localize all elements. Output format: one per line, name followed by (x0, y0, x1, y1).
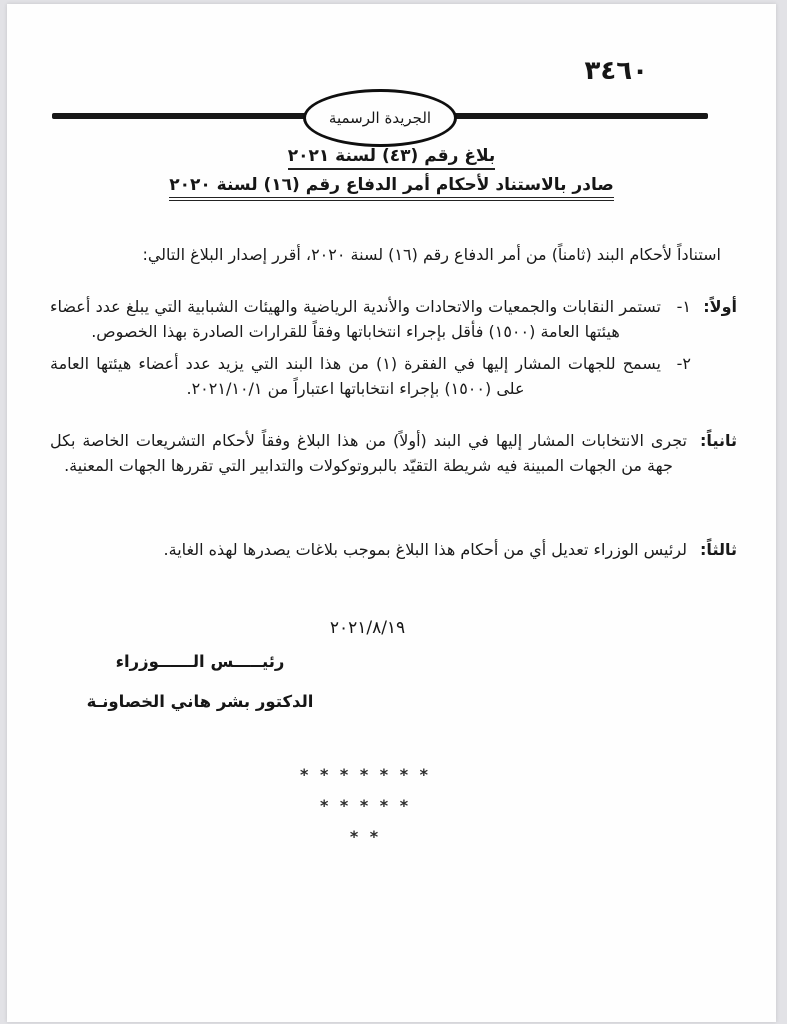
page-number: ٣٤٦٠ (584, 56, 648, 86)
title-line-1-text: بلاغ رقم (٤٣) لسنة ٢٠٢١ (288, 146, 496, 170)
item-1-number: ١- (676, 297, 691, 316)
clause-second-text: تجرى الانتخابات المشار إليها في البند (أولاً) من هذا البلاغ وفقاً لأحكام التشريعات الخاصة بكل جهة من الجهات المبينة فيه شريطة التقيّد بالبروتوكولات والتدابير التي تقررها الجهات المعنية. (50, 431, 687, 475)
gazette-banner-label: الجريدة الرسمية (328, 109, 432, 127)
star-line-1: * * * * * * * (300, 765, 431, 784)
clause-third (50, 537, 737, 562)
clause-item-2 (50, 351, 691, 401)
signature-name: الدكتور بشر هاني الخصاونـة (86, 692, 314, 711)
clause-first (50, 294, 737, 408)
clause-third-label: ثالثاً: (700, 540, 737, 559)
clause-first-label: أولاً: (703, 297, 737, 316)
issue-date: ٢٠٢١/٨/١٩ (329, 618, 406, 638)
clause-item-1 (50, 294, 691, 344)
stars-separator (7, 759, 724, 852)
title-line-1 (7, 146, 776, 166)
signature-block (73, 652, 327, 711)
star-line-3: * * (349, 827, 382, 846)
clause-second-label: ثانياً: (700, 431, 737, 450)
banner-ellipse (303, 89, 457, 147)
signature-title: رئيـــــس الــــــوزراء (115, 652, 285, 671)
item-2-number: ٢- (676, 354, 691, 373)
clause-first-items (50, 294, 691, 408)
clause-second (50, 428, 737, 478)
title-line-2 (7, 175, 776, 195)
item-2-text: يسمح للجهات المشار إليها في الفقرة (١) من هذا البند التي يزيد عدد أعضاء هيئتها العامة على (١٥٠٠) بإجراء انتخاباتها اعتباراً من ٢٠٢١/١٠/١. (50, 354, 662, 398)
item-1-text: تستمر النقابات والجمعيات والاتحادات والأندية الرياضية والهيئات الشبابية التي يبلغ عدد أعضاء هيئتها العامة (١٥٠٠) فأقل بإجراء انتخاباتها وفقاً للقرارات الصادرة بهذا الخصوص. (50, 297, 661, 341)
clause-third-text: لرئيس الوزراء تعديل أي من أحكام هذا البلاغ بموجب بلاغات يصدرها لهذه الغاية. (163, 540, 687, 559)
star-line-2: * * * * * (319, 796, 412, 815)
title-line-2-text: صادر بالاستناد لأحكام أمر الدفاع رقم (١٦) لسنة ٢٠٢٠ (169, 175, 614, 201)
gazette-page (7, 4, 776, 1022)
preamble-paragraph: استناداً لأحكام البند (ثامناً) من أمر الدفاع رقم (١٦) لسنة ٢٠٢٠، أقرر إصدار البلاغ التالي: (142, 245, 721, 264)
